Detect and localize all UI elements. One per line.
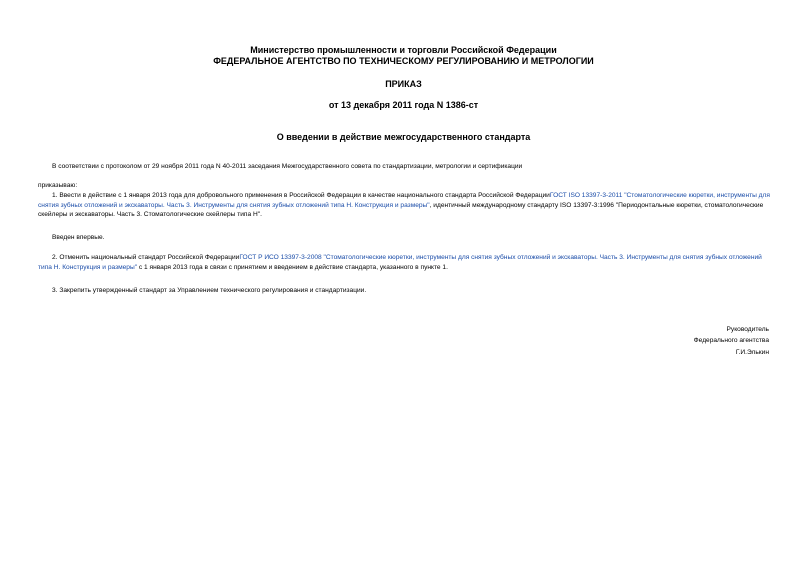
gost-r-iso-13397-3-2008-link[interactable]: ГОСТ Р ИСО 13397-3-2008 "Стоматологические кюретки, инструменты для снятия зубных отложений и экскаваторы. Часть 3. Инструменты для снятия зубных отложений типа Н. Конструкция и размеры" — [38, 254, 762, 271]
preamble-paragraph: В соответствии с протоколом от 29 ноября 2011 года N 40-2011 заседания Межгосударственного совета по стандартизации, метрологии и сертификации — [52, 163, 523, 170]
item-2-text-before: 2. Отменить национальный стандарт Российской Федерации — [52, 254, 240, 261]
signature-position-line-1: Руководитель — [726, 326, 769, 333]
signature-name: Г.И.Элькин — [735, 349, 769, 356]
item-1-text-after: , идентичный международному стандарту ISO 13397-3:1996 "Периодонтальные кюретки, стоматологические скейлеры и экскаваторы. Часть 3. Стоматологические скейлеры типа Н". — [38, 201, 764, 219]
document-date: от 13 декабря 2011 года N 1386-ст — [328, 100, 479, 110]
first-introduced-note: Введен впервые. — [52, 234, 105, 241]
document-type: ПРИКАЗ — [385, 79, 422, 89]
order-word: приказываю: — [38, 182, 78, 189]
item-2-text-after: с 1 января 2013 года в связи с принятием и введением в действие стандарта, указанного в пункте 1. — [137, 263, 448, 271]
agency-name: ФЕДЕРАЛЬНОЕ АГЕНТСТВО ПО ТЕХНИЧЕСКОМУ РЕГУЛИРОВАНИЮ И МЕТРОЛОГИИ — [213, 56, 594, 66]
item-1-text-before: 1. Ввести в действие с 1 января 2013 года для добровольного применения в Российской Федерации в качестве национального стандарта Российской Федерации — [52, 192, 550, 199]
item-3-paragraph: 3. Закрепить утвержденный стандарт за Управлением технического регулирования и стандартизации. — [52, 287, 367, 294]
item-1-paragraph — [38, 191, 772, 220]
item-2-paragraph — [38, 253, 772, 272]
ministry-name: Министерство промышленности и торговли Российской Федерации — [250, 45, 557, 55]
document-title: О введении в действие межгосударственного стандарта — [276, 132, 531, 142]
signature-position-line-2: Федерального агентства — [693, 337, 769, 344]
gost-iso-13397-3-2011-link[interactable]: ГОСТ ISO 13397-3-2011 "Стоматологические кюретки, инструменты для снятия зубных отложений и экскаваторы. Часть 3. Инструменты для снятия зубных отложений типа Н. Конструкция и размеры" — [38, 192, 770, 209]
